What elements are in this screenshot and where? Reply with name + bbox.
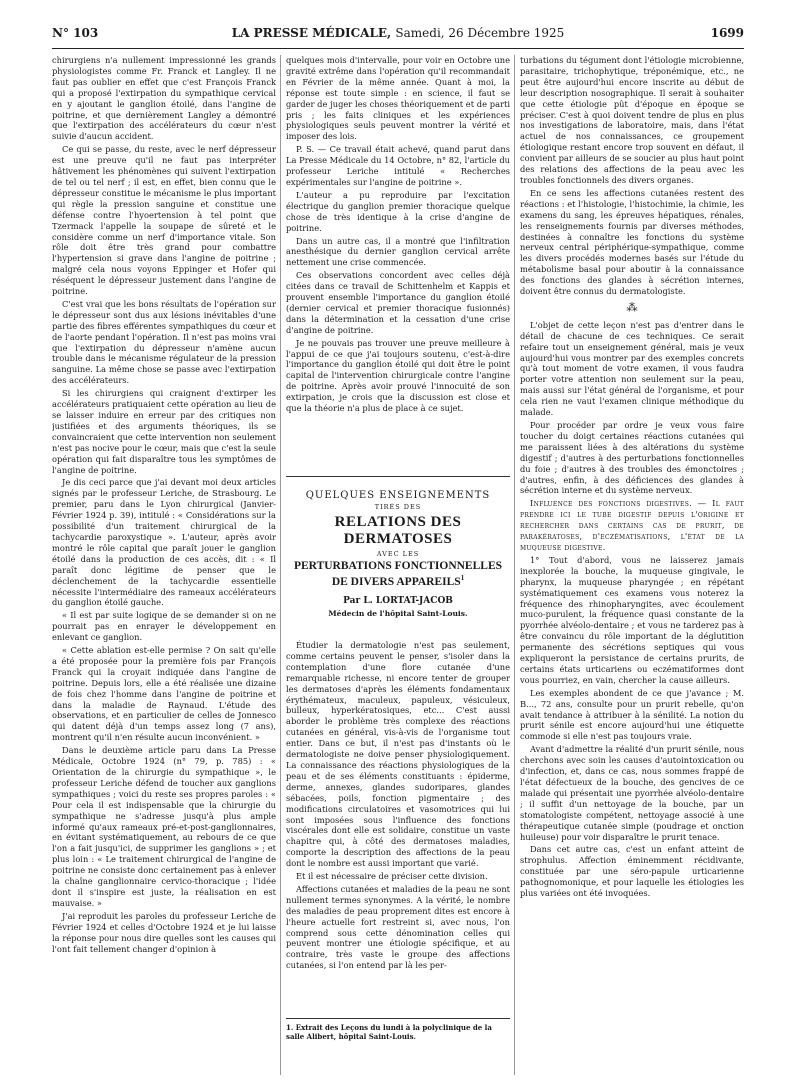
paragraph: C'est vrai que les bons résultats de l'opération sur le dépresseur sont dus aux lésions inévitables d'une partie des fibres efférentes sympathiques du cœur et de l'aorte pendant l'opération. Il n'est pas moins vrai que l'extirpation du dépresseur n'amène aucun trouble dans le mécanisme régulateur de la pression sanguine. La même chose se passe avec l'extirpation des accélérateurs. [52,298,276,386]
article-tires: TIRÉS DES [374,503,422,511]
paragraph: Étudier la dermatologie n'est pas seulement, comme certains peuvent le penser, s'isoler dans la contemplation d'une flore cutanée d'une remarquable richesse, ni encore tenter de grouper les dermatoses d'après les éléments fondamentaux érythémateux, maculeux, papuleux, vésiculeux, bulleux, hyperkératosiques, etc... C'est aussi aborder le problème très complexe des réactions cutanées en général, vis-à-vis de l'organisme tout entier. Dans ce but, il n'est pas d'instants où le dermatologiste ne doive penser physiologiquement. La connaissance des réactions physiologiques de la peau et de ses éléments constituants : épiderme, derme, annexes, glandes sudoripares, glandes sébacées, poils, fonction pigmentaire ; des modifications circulatoires et vasomotrices qui lui sont imposées sous l'influence des fonctions viscérales dont elle est solidaire, constitue un vaste chapitre qui, à côté des dermatoses maladies, comporte la description des affections de la peau dont le nombre est aussi important que varié. [286,640,510,869]
paragraph: « Il est par suite logique de se demander si on ne pourrait pas en enrayer le développement en enlevant ce ganglion. [52,610,276,643]
paragraph: L'objet de cette leçon n'est pas d'entrer dans le détail de chacune de ces techniques. Ce serait refaire tout un enseignement général, mais je veux aujourd'hui vous montrer par des exemples concrets qu'à tout moment de votre examen, il vous faudra porter votre attention non seulement sur la peau, mais aussi sur l'état général de l'organisme, et pour cela rien ne vaut l'examen clinique méthodique du malade. [520,319,744,418]
issue-number: N° 103 [52,26,99,40]
column-2-top [286,55,510,475]
paragraph: Je ne pouvais pas trouver une preuve meilleure à l'appui de ce que j'ai toujours soutenu, c'est-à-dire l'importance du ganglion étoilé qui doit être le point capital de l'intervention chirurgicale contre l'angine de poitrine. Après avoir prouvé l'innocuité de son extirpation, je crois que la discussion est close et que la théorie n'a plus de place à ce sujet. [286,337,510,414]
paragraph: Si les chirurgiens qui craignent d'extirper les accélérateurs pratiquaient cette opération au lieu de se laisser induire en erreur par des critiques non justifiées et des arguments théoriques, ils se convaincraient que cette intervention non seulement n'est pas nocive pour le cœur, mais que c'est la seule opération qui fait disparaître tous les symptômes de l'angine de poitrine. [52,388,276,475]
paragraph: En ce sens les affections cutanées restent des réactions : et l'histologie, l'histochimie, la chimie, les examens du sang, les épreuves hépatiques, rénales, les renseignements fournis par diverses méthodes, destinées à connaître les fonctions du système nerveux central périphérique-sympathique, comme les divers procédés modernes basés sur l'étude du métabolisme basal pour aboutir à la connaissance des fonctions des glandes à sécrétion internes, doivent être connus du dermatologiste. [520,187,744,297]
header-rule [52,48,744,49]
paragraph: turbations du tégument dont l'étiologie microbienne, parasitaire, trichophytique, tréponémique, etc., ne peut être aujourd'hui encore inscrite au début de leur description nosographique. Il serait à souhaiter que cette étiologie pût d'époque en époque se préciser. C'est à quoi doivent tendre de plus en plus nos investigations de laboratoire, mais, dans l'état actuel de nos connaissances, ce groupement étiologique restant encore trop souvent en défaut, il convient par ailleurs de se soucier au plus haut point des relations des affections de la peau avec les troubles fonctionnels des divers organes. [520,55,744,185]
running-header [52,26,744,46]
postscript: P. S. — Ce travail était achevé, quand parut dans La Presse Médicale du 14 Octobre, n° 82, l'article du professeur Leriche intitulé « Recherches expérimentales sur l'angine de poitrine ». [286,144,510,187]
footnote-mark: 1 [460,574,465,582]
paragraph: Pour procéder par ordre je veux vous faire toucher du doigt certaines réactions cutanées qui me paraissent liées à des altérations du système digestif ; d'autres à des perturbations fonctionnelles du foie ; d'autres à des troubles des émonctoires ; d'autres, enfin, à des déficiences des glandes à sécrétion interne et du système nerveux. [520,420,744,496]
paragraph: Avant d'admettre la réalité d'un prurit sénile, nous cherchons avec soin les causes d'autointoxication ou d'infection, et, dans ce cas, nous sommes frappé de l'état défectueux de la bouche, des gencives de ce malade qui présentait une pyorrhée alvéolo-dentaire ; il suffit d'un nettoyage de la bouche, par un stomatologiste compétent, nettoyage associé à une thérapeutique cutanée simple (poudrage et onction huileuse) pour voir disparaître le prurit tenace. [520,744,744,842]
article-kicker: QUELQUES ENSEIGNEMENTS [305,490,491,501]
paragraph: Les exemples abondent de ce que j'avance ; M. B..., 72 ans, consulte pour un prurit rebelle, qu'on avait tendance à attribuer à la sénilité. La notion du prurit sénile est encore aujourd'hui une étiquette commode si elle n'est pas toujours vraie. [520,687,744,742]
paragraph: Je dis ceci parce que j'ai devant moi deux articles signés par le professeur Leriche, de Strasbourg. Le premier, paru dans le Lyon chirurgical (Janvier-Février 1924 p. 39), intitulé : « Considérations sur la possibilité d'un traitement chirurgical de la tachycardie paroxystique ». L'auteur, après avoir montré le rôle capital que paraît jouer le ganglion étoilé dans la production de ces accès, dit : « Il paraît donc légitime de penser que le déclenchement de la tachycardie essentielle nécessite l'intermédiaire des rameaux accélérateurs du ganglion étoilé gauche. [52,477,276,608]
paragraph: Dans un autre cas, il a montré que l'infiltration anesthésique du dernier ganglion cervical arrête nettement une crise commencée. [286,235,510,268]
paragraph: Dans le deuxième article paru dans La Presse Médicale, Octobre 1924 (n° 79, p. 785) : « Orientation de la chirurgie du sympathique », le professeur Leriche défend de toucher aux ganglions sympathiques ; voici du reste ses propres paroles : « Pour cela il est indispensable que la chirurgie du sympathique ne s'adresse jusqu'à plus ample informé qu'aux rameaux pré-et-post-ganglionnaires, en évitant systématiquement, au rebours de ce que l'on a fait jusqu'ici, de supprimer les ganglions » ; et plus loin : « Le traitement chirurgical de l'angine de poitrine ne consiste donc certainement pas à enlever la chaîne ganglionnaire cervico-thoracique ; l'idée dont il s'inspire est juste, la réalisation en est mauvaise. » [52,745,276,908]
paragraph: Ces observations concordent avec celles déjà citées dans ce travail de Schittenhelm et Kappis et prouvent ensemble l'importance du ganglion étoilé (dernier cervical et premier thoracique fusionnés) dans la détermination et la cessation d'une crise d'angine de poitrine. [286,270,510,335]
article-title: RELATIONS DES DERMATOSES [334,514,462,547]
issue-date: Samedi, 26 Décembre 1925 [395,26,565,40]
footnote: 1. Extrait des Leçons du lundi à la polyclinique de la salle Alibert, hôpital Saint-Louis. [286,1018,510,1041]
column-2-bottom [286,640,510,1012]
paragraph: J'ai reproduit les paroles du professeur Leriche de Février 1924 et celles d'Octobre 1924 et je lui laisse la réponse pour nous dire quelles sont les causes qui l'ont fait tellement changer d'opinion à [52,910,276,954]
journal-title [52,26,744,40]
paragraph: « Cette ablation est-elle permise ? On sait qu'elle a été proposée pour la première fois par François Franck qui la croyait indiquée dans l'angine de poitrine. Depuis lors, elle a été réalisée une dizaine de fois chez l'homme dans l'angine de poitrine et dans la maladie de Raynaud. L'étude des observations, et en particulier de celles de Jonnesco qui datent déjà d'un temps assez long (7 ans), montrent qu'il n'en résulte aucun inconvénient. » [52,645,276,743]
journal-name: LA PRESSE MÉDICALE, [231,26,392,40]
paragraph: Affections cutanées et maladies de la peau ne sont nullement termes synonymes. A la vérité, le nombre des maladies de peau proprement dites est encore à l'heure actuelle fort restreint si, avec nous, l'on comprend sous cette dénomination celles qui peuvent montrer une étiologie spécifique, et au contraire, très vaste le groupe des affections cutanées, si l'on entend par là les per- [286,883,510,971]
section-asterism: ⁂ [626,300,638,314]
article-separator-top [286,476,510,477]
column-divider-1 [280,55,281,1075]
paragraph: Dans cet autre cas, c'est un enfant atteint de strophulus. Affection éminemment récidivante, constituée par une séro-papule urticarienne pathognomonique, et pour laquelle les étiologies les plus variées ont été invoquées. [520,844,744,899]
paragraph: Et il est nécessaire de préciser cette division. [296,871,488,882]
paragraph: Ce qui se passe, du reste, avec le nerf dépresseur est une preuve qu'il ne faut pas interpréter hâtivement les phénomènes qui suivent l'extirpation de tel ou tel nerf ; il est, en effet, bien connu que le dépresseur constitue le mécanisme le plus important qui règle la pression sanguine et constitue une défense contre l'hyoertension à tel point que Tzermack l'appelle la soupape de sûreté et le considère comme un nerf d'importance vitale. Son rôle doit être très grand pour combattre l'hypertension si grave dans l'angine de poitrine ; malgré cela nous voyons Eppinger et Hofer qui réséquent le dépresseur justement dans l'angine de poitrine. [52,144,276,297]
paragraph: quelques mois d'intervalle, pour voir en Octobre une gravité extrême dans l'opération qu'il recommandait en Février de la même année. Quant à moi, la réponse est toute simple : en science, il faut se garder de juger les choses théoriquement et de parti pris ; les faits cliniques et les expériences physiologiques seuls peuvent montrer la vérité et imposer des lois. [286,55,510,142]
article-subtitle-2 [286,574,510,588]
paragraph: chirurgiens n'a nullement impressionné les grands physiologistes comme Fr. Franck et Langley. Il ne faut pas oublier en effet que c'est François Franck qui a proposé l'extirpation du sympathique cervical en y ajoutant le ganglion étoilé, dans l'angine de poitrine, et que dernièrement Langley a démontré que l'extirpation des accélérateurs du cœur n'est suivie d'aucun accident. [52,55,276,142]
article-affiliation: Médecin de l'hôpital Saint-Louis. [328,608,468,618]
article-avec: AVEC LES [376,550,420,558]
article-author: Par L. LORTAT-JACOB [343,595,453,606]
article-heading [286,482,510,618]
column-1 [52,55,276,1075]
article-subtitle-1: PERTURBATIONS FONCTIONNELLES [293,560,503,572]
paragraph: 1° Tout d'abord, vous ne laisserez jamais inexplorée la bouche, la muqueuse gingivale, le pharynx, la muqueuse pharyngée ; en répétant systématiquement ces examens vous noterez la fréquence des rhinopharyngites, avec écoulement muco-purulent, la fréquence quasi constante de la pyorrhée alvéolo-dentaire ; et vous ne tarderez pas à être convaincu du rôle important de la déglutition permanente des sécrétions septiques qui vous expliqueront la persistance de certains prurits, de certains états urticariens ou eczématiformes dont vous pourriez, en vain, chercher la cause ailleurs. [520,554,744,685]
section-lead: Influence des fonctions digestives. — Il faut prendre ici le tube digestif depuis l'origine et rechercher dans certains cas de prurit, de parakératoses, d'eczématisations, l'état de la muqueuse digestive. [520,498,744,552]
page-number: 1699 [710,26,744,40]
article-subtitle-2-text: DE DIVERS APPAREILS [331,575,461,588]
column-3 [520,55,744,1075]
column-divider-2 [514,55,515,1075]
paragraph: L'auteur a pu reproduire par l'excitation électrique du ganglion premier thoracique quelque chose de très identique à la crise d'angine de poitrine. [286,189,510,233]
